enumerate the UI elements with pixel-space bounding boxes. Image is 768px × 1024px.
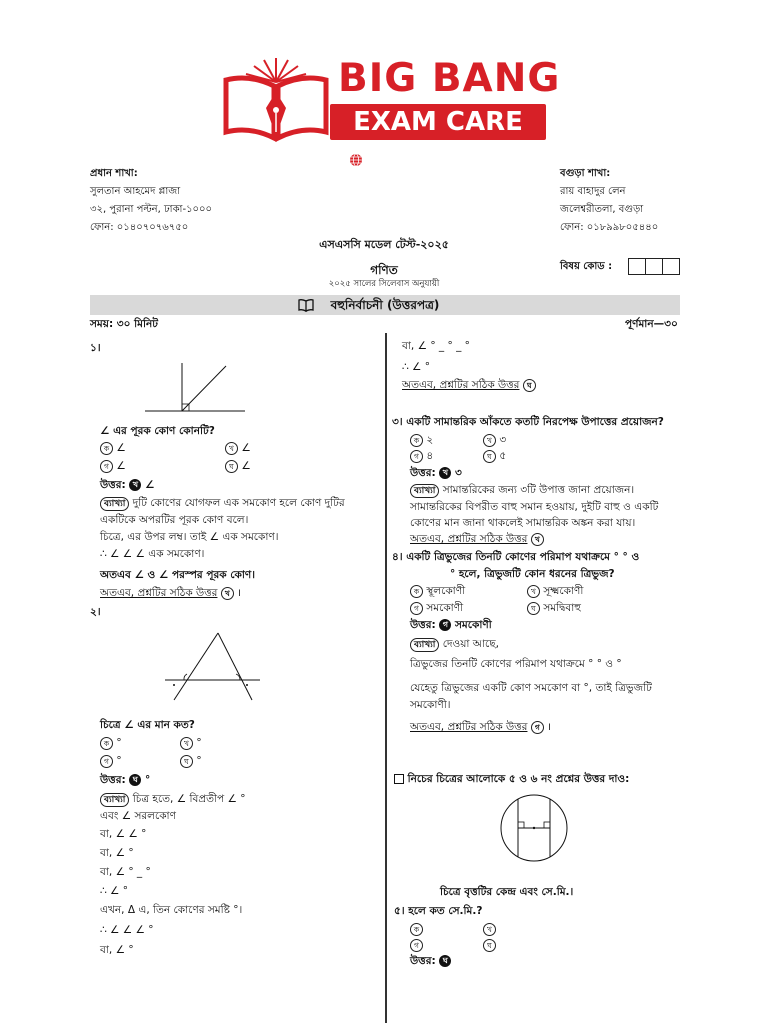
test-title: এসএসসি মডেল টেস্ট-২০২৫ (319, 238, 449, 251)
q3-option-b (483, 432, 506, 448)
q1-explanation-2: একটিকে অপরটির পূরক কোণ বলে। (100, 514, 249, 526)
q1-option-b-text: ∠ (241, 442, 251, 454)
option-d-badge: ঘ (225, 460, 238, 473)
q3-option-b-text: ৩ (499, 434, 507, 446)
q1-option-c-text: ∠ (116, 460, 126, 472)
q3-final-answer (410, 531, 544, 547)
figure-prompt-text: নিচের চিত্রের আলোকে ৫ ও ৬ নং প্রশ্নের উত্তর দাও: (407, 773, 630, 785)
q3-explanation-2: সামান্তরিকের বিপরীত বাহু সমান হওয়ায়, দুইটি বাহু ও একটি (410, 501, 659, 513)
q5-option-d (483, 937, 496, 953)
answer-text: ° (144, 774, 151, 786)
q1-explanation-3: চিত্রে, এর উপর লম্ব। তাই ∠ এক সমকোণ। (100, 531, 279, 543)
q4-final-text: অতএব, প্রশ্নটির সঠিক উত্তর (410, 721, 528, 733)
option-c-badge: গ (100, 460, 113, 473)
option-a-badge: ক (100, 442, 113, 455)
q1-final-answer: অতএব, প্রশ্নটির সঠিক উত্তর খ । (100, 587, 242, 599)
pen-book-logo-icon (220, 52, 332, 144)
q2-final-badge: ঘ (523, 379, 536, 392)
q3-exp-line1: সামান্তরিকের জন্য ৩টি উপাত্ত জানা প্রয়োজন। (442, 484, 635, 496)
branch-right-label: বগুড়া শাখা: (560, 168, 611, 179)
q2-explanation-4: বা, ∠ ° (100, 847, 134, 859)
branch-right-line2: জলেশ্বরীতলা, বগুড়া (560, 204, 644, 215)
q4-explanation-4: সমকোণী। (410, 699, 451, 711)
q1-final-badge: খ (221, 587, 234, 600)
q4-explanation-3: যেহেতু ত্রিভুজের একটি কোণ সমকোণ বা °, তাই ত্রিভুজটি (410, 682, 652, 694)
q3-explanation-3: কোণের মান জানা থাকলেই সামান্তরিক অঙ্কন করা যায়। (410, 517, 636, 529)
q4-option-c (410, 600, 463, 616)
explanation-label: ব্যাখ্যা (410, 484, 439, 498)
branch-right-line3: ফোন: ০১৮৯৯৮০৫৪৪০ (560, 222, 659, 233)
q2-explanation-7: এখন, Δ এ, তিন কোণের সমষ্টি °। (100, 904, 243, 916)
q4-option-c-text: সমকোণী (426, 602, 464, 614)
q5-option-b (483, 921, 496, 937)
figure-caption: চিত্রে বৃত্তটির কেন্দ্র এবং সে.মি.। (440, 886, 574, 898)
subject-title: গণিত (370, 263, 398, 277)
checkbox-icon (394, 774, 404, 784)
q4-explanation-1 (410, 636, 499, 652)
q2-option-a-text: ° (116, 737, 122, 749)
q2-final-text: অতএব, প্রশ্নটির সঠিক উত্তর (402, 379, 520, 391)
q1-answer (100, 477, 154, 493)
q5-answer (410, 953, 451, 969)
answer-label: উত্তর: (410, 467, 436, 479)
q1-number: ১। (90, 342, 101, 354)
q4-option-d-text: সমদ্বিবাহু (543, 602, 581, 614)
q3-option-a-text: ২ (426, 434, 434, 446)
q4-option-a-text: স্থূলকোণী (426, 585, 466, 597)
q2-option-c-text: ° (116, 755, 122, 767)
option-d-badge: ঘ (483, 939, 496, 952)
section-banner (90, 295, 680, 315)
q2-explanation-3: বা, ∠ ∠ ° (100, 828, 147, 840)
globe-icon (349, 153, 363, 167)
answer-badge: ঘ (439, 955, 451, 967)
q1-exp-line1: দুটি কোণের যোগফল এক সমকোণ হলে কোণ দুটির (132, 497, 345, 509)
answer-badge: গ (439, 619, 451, 631)
subject-code-label: বিষয় কোড : (560, 261, 613, 272)
option-c-badge: গ (410, 450, 423, 463)
q2-final-answer (402, 377, 536, 393)
subject-code-boxes (628, 258, 680, 275)
q1-option-a-text: ∠ (116, 442, 126, 454)
brand-name-top: BIG BANG (338, 56, 561, 101)
q3-option-c-text: ৪ (426, 450, 434, 462)
answer-badge: খ (129, 479, 141, 491)
q3-option-d-text: ৫ (499, 450, 507, 462)
q4-explanation-2: ত্রিভুজের তিনটি কোণের পরিমাপ যথাক্রমে ° ° ও ° (410, 658, 622, 670)
q2-continued-1: বা, ∠ ° _ ° _ ° (402, 340, 470, 352)
q1-explanation-1 (100, 495, 345, 511)
q3-explanation-1 (410, 482, 634, 498)
answer-badge: খ (439, 467, 451, 479)
option-a-badge: ক (100, 737, 113, 750)
answer-text: ৩ (454, 467, 462, 479)
q2-explanation-1 (100, 791, 246, 807)
q1-question: ∠ এর পূরক কোণ কোনটি? (100, 425, 215, 437)
q2-answer (100, 772, 150, 788)
option-d-badge: ঘ (527, 602, 540, 615)
answer-label: উত্তর: (410, 955, 436, 967)
answer-text: ∠ (144, 479, 155, 491)
answer-label: উত্তর: (100, 479, 126, 491)
q3-option-c (410, 448, 433, 464)
q2-explanation-2: এবং ∠ সরলকোণ (100, 810, 176, 822)
full-marks-label: পূর্ণমান—৩০ (625, 318, 678, 330)
time-label: সময়: ৩০ মিনিট (90, 318, 158, 330)
q5-option-c (410, 937, 423, 953)
branch-left (90, 165, 212, 237)
syllabus-note: ২০২৫ সালের সিলেবাস অনুযায়ী (328, 279, 440, 289)
q1-option-c (100, 458, 126, 474)
q4-answer (410, 617, 492, 633)
option-c-badge: গ (100, 755, 113, 768)
q2-option-d-text: ° (196, 755, 202, 767)
q4-question: ৪। একটি ত্রিভুজের তিনটি কোণের পরিমাপ যথাক্রমে ° ° ও (392, 551, 640, 563)
branch-left-line1: সুলতান আহমেদ প্লাজা (90, 186, 181, 197)
q4-exp-line1: দেওয়া আছে, (442, 638, 499, 650)
answer-badge: ঘ (129, 774, 141, 786)
q2-option-d (180, 753, 202, 769)
q4-final-answer: অতএব, প্রশ্নটির সঠিক উত্তর গ । (410, 721, 552, 733)
q1-option-d (225, 458, 251, 474)
q2-figure (160, 628, 265, 703)
q2-option-c (100, 753, 122, 769)
q2-number: ২। (90, 606, 101, 618)
branch-left-line3: ফোন: ০১৪০৭০৭৬৭৫০ (90, 222, 189, 233)
q2-explanation-9: বা, ∠ ° (100, 944, 134, 956)
q2-explanation-6: ∴ ∠ ° (100, 885, 129, 897)
q1-final-text: অতএব, প্রশ্নটির সঠিক উত্তর (100, 587, 218, 599)
option-b-badge: খ (527, 585, 540, 598)
q2-exp-line1: চিত্র হতে, ∠ বিপ্রতীপ ∠ ° (132, 793, 246, 805)
q2-explanation-5: বা, ∠ ° _ ° (100, 866, 151, 878)
option-b-badge: খ (180, 737, 193, 750)
q2-option-b-text: ° (196, 737, 202, 749)
column-divider (385, 333, 387, 1023)
branch-left-label: প্রধান শাখা: (90, 168, 138, 179)
q1-explanation-5: অতএব ∠ ও ∠ পরস্পর পূরক কোণ। (100, 569, 256, 581)
q2-question: চিত্রে ∠ এর মান কত? (100, 719, 195, 731)
q3-question: ৩। একটি সামান্তরিক আঁকতে কতটি নিরপেক্ষ উপাত্তের প্রয়োজন? (392, 416, 664, 428)
option-b-badge: খ (225, 442, 238, 455)
q1-option-b (225, 440, 251, 456)
q1-explanation-4: ∴ ∠ ∠ ∠ এক সমকোণ। (100, 548, 205, 560)
q1-option-a (100, 440, 126, 456)
branch-right-line1: রায় বাহাদুর লেন (560, 186, 626, 197)
q4-option-b-text: সূক্ষ্মকোণী (543, 585, 584, 597)
q2-explanation-8: ∴ ∠ ∠ ∠ ° (100, 924, 154, 936)
answer-text: সমকোণী (454, 619, 492, 631)
q4-question-2: ° হলে, ত্রিভুজটি কোন ধরনের ত্রিভুজ? (450, 568, 615, 580)
section-title: বহুনির্বাচনী (উত্তরপত্র) (330, 298, 440, 312)
q5-circle-figure (498, 792, 570, 864)
option-c-badge: গ (410, 602, 423, 615)
option-a-badge: ক (410, 923, 423, 936)
q3-answer (410, 465, 462, 481)
option-d-badge: ঘ (180, 755, 193, 768)
q4-option-d (527, 600, 581, 616)
branch-left-line2: ৩২, পুরানা পল্টন, ঢাকা-১০০০ (90, 204, 213, 215)
option-b-badge: খ (483, 434, 496, 447)
q2-continued-2: ∴ ∠ ° (402, 361, 431, 373)
q2-option-b (180, 735, 202, 751)
q1-option-d-text: ∠ (241, 460, 251, 472)
figure-prompt (394, 771, 629, 787)
q4-option-b (527, 583, 583, 599)
option-c-badge: গ (410, 939, 423, 952)
branch-right (560, 165, 658, 237)
brand-name-bar (330, 104, 546, 140)
explanation-label: ব্যাখ্যা (100, 793, 129, 807)
explanation-label: ব্যাখ্যা (100, 497, 129, 511)
option-a-badge: ক (410, 434, 423, 447)
answer-label: উত্তর: (100, 774, 126, 786)
explanation-label: ব্যাখ্যা (410, 638, 439, 652)
option-b-badge: খ (483, 923, 496, 936)
q5-question: ৫। হলে কত সে.মি.? (394, 905, 483, 917)
option-a-badge: ক (410, 585, 423, 598)
option-d-badge: ঘ (483, 450, 496, 463)
brand-name-bottom: EXAM CARE (353, 107, 523, 137)
q5-option-a (410, 921, 423, 937)
brand-logo (220, 52, 561, 148)
q3-option-a (410, 432, 433, 448)
q1-figure (140, 358, 250, 418)
q2-option-a (100, 735, 122, 751)
answer-label: উত্তর: (410, 619, 436, 631)
q3-final-text: অতএব, প্রশ্নটির সঠিক উত্তর (410, 533, 528, 545)
q4-option-a (410, 583, 465, 599)
q3-option-d (483, 448, 506, 464)
q4-final-badge: গ (531, 721, 544, 734)
q3-final-badge: খ (531, 533, 544, 546)
